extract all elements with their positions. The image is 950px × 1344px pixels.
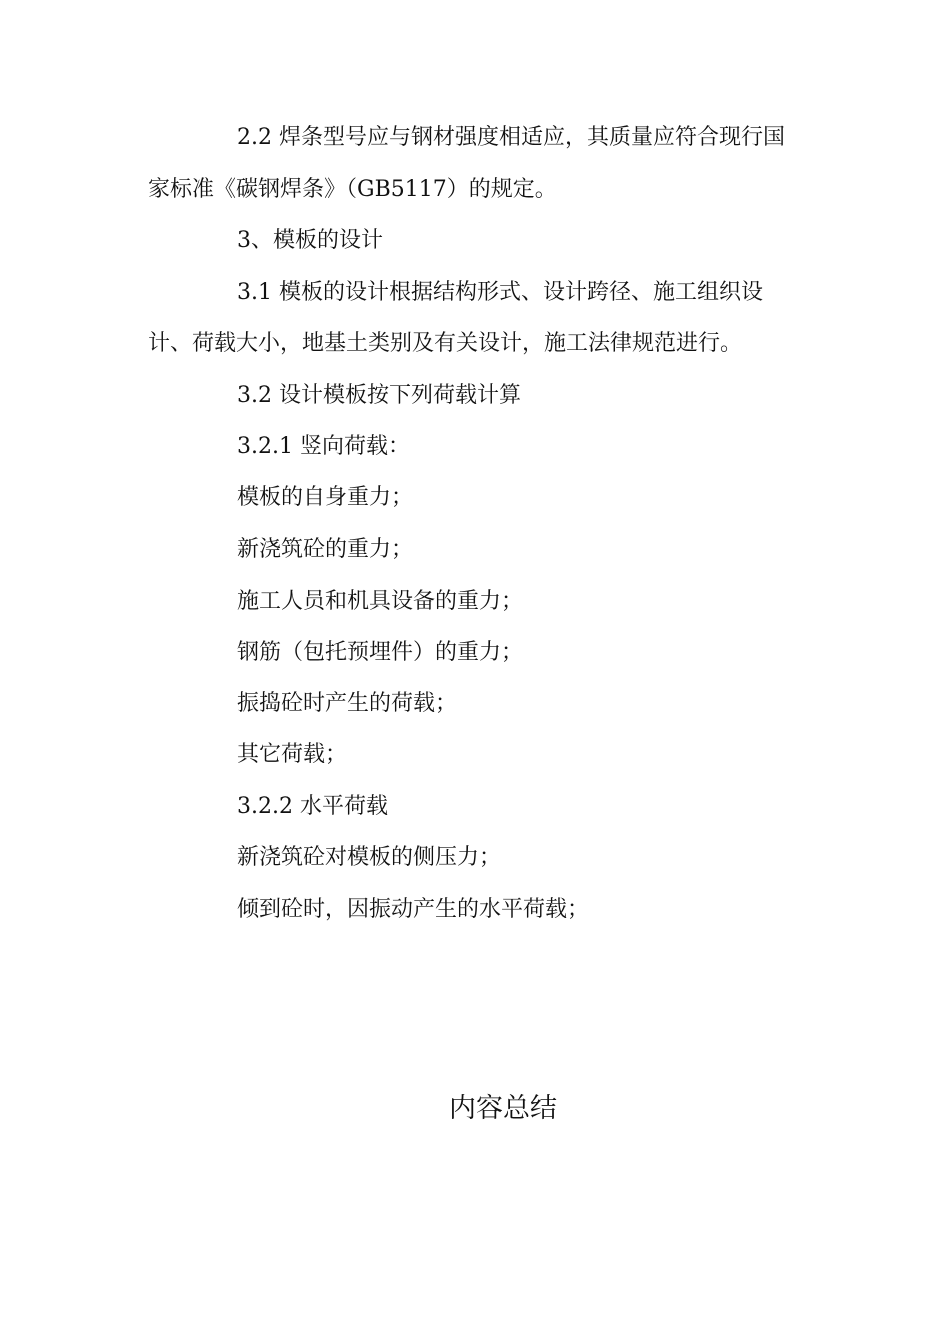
- list-item: 其它荷载；: [237, 742, 348, 767]
- paragraph-2-2-line-2: 家标准《碳钢焊条》（GB5117）的规定。: [148, 177, 557, 202]
- paragraph-3-1-line-1: 3.1 模板的设计根据结构形式、设计跨径、施工组织设: [237, 280, 763, 305]
- section-heading-3: 3、模板的设计: [237, 228, 383, 253]
- list-item: 模板的自身重力；: [237, 485, 414, 510]
- list-item: 施工人员和机具设备的重力；: [237, 589, 524, 614]
- summary-heading: 内容总结: [449, 1093, 557, 1124]
- subheading-3-2-1: 3.2.1 竖向荷载：: [237, 434, 410, 459]
- list-item: 新浇筑砼对模板的侧压力；: [237, 845, 502, 870]
- list-item: 倾到砼时，因振动产生的水平荷载；: [237, 897, 590, 922]
- paragraph-3-2: 3.2 设计模板按下列荷载计算: [237, 383, 521, 408]
- list-item: 新浇筑砼的重力；: [237, 537, 414, 562]
- list-item: 振捣砼时产生的荷载；: [237, 691, 458, 716]
- paragraph-2-2-line-1: 2.2 焊条型号应与钢材强度相适应，其质量应符合现行国: [237, 125, 785, 150]
- subheading-3-2-2: 3.2.2 水平荷载: [237, 794, 388, 819]
- list-item: 钢筋（包托预埋件）的重力；: [237, 640, 524, 665]
- paragraph-3-1-line-2: 计、荷载大小，地基土类别及有关设计，施工法律规范进行。: [148, 331, 743, 356]
